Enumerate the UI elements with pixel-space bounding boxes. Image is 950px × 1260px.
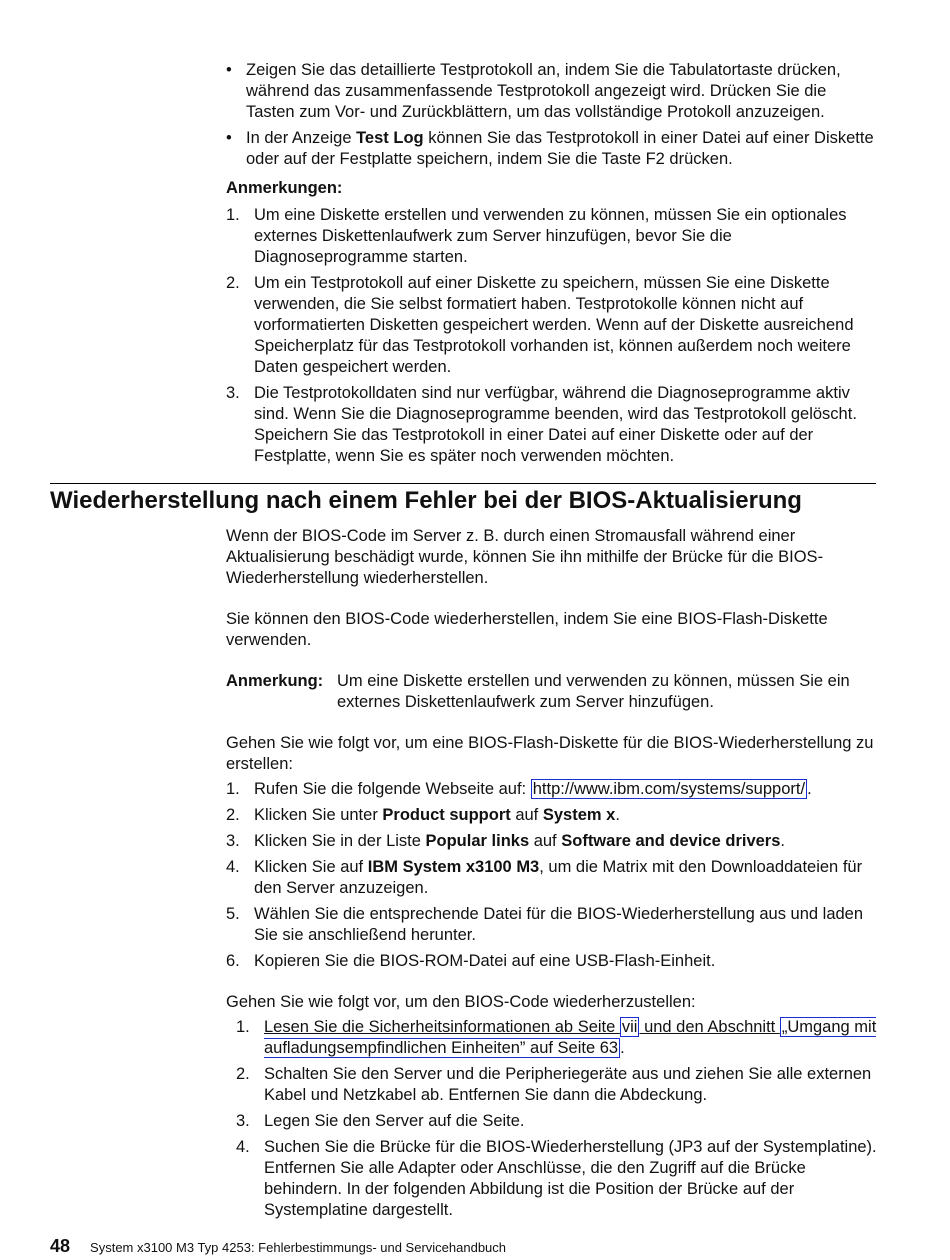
notes-heading: Anmerkungen:	[226, 179, 343, 197]
note-text: Um eine Diskette erstellen und verwenden zu können, müssen Sie ein externes Diskettenlaufwerk zum Server hinzufügen.	[337, 672, 850, 711]
list-item: 5. Wählen Sie die entsprechende Datei für die BIOS-Wiederherstellung aus und laden Sie sie anschließend herunter.	[226, 905, 864, 944]
list-item: 4. Klicken Sie auf IBM System x3100 M3, um die Matrix mit den Downloaddateien für den Server anzuzeigen.	[226, 858, 863, 897]
paragraph: Gehen Sie wie folgt vor, um eine BIOS-Flash-Diskette für die BIOS-Wiederherstellung zu erstellen:	[226, 734, 874, 773]
list-item: 1. Rufen Sie die folgende Webseite auf: http://www.ibm.com/systems/support/ .	[226, 780, 812, 798]
list-item: 4. Suchen Sie die Brücke für die BIOS-Wiederherstellung (JP3 auf der Systemplatine). Entfernen Sie alle Adapter oder Anschlüsse, die den Zugriff auf die Brücke behindern. In der folgenden Abbildung ist die Position der Brücke auf der Systemplatine dargestellt.	[236, 1138, 877, 1219]
page-number: 48	[50, 1236, 71, 1256]
notes-list	[226, 205, 878, 467]
note-item: 3. Die Testprotokolldaten sind nur verfügbar, während die Diagnoseprogramme aktiv sind. Wenn Sie die Diagnoseprogramme beenden, wird das Testprotokoll gelöscht. Speichern Sie das Testprotokoll in einer Datei auf einer Diskette oder auf der Festplatte, wenn Sie es später noch verwenden möchten.	[226, 384, 857, 465]
test-log-label: Test Log	[356, 129, 424, 147]
bullet-item: • In der Anzeige Test Log können Sie das Testprotokoll in einer Datei auf einer Diskette oder auf der Festplatte speichern, indem Sie die Taste F2 drücken.	[226, 128, 878, 170]
list-item: 6. Kopieren Sie die BIOS-ROM-Datei auf eine USB-Flash-Einheit.	[226, 952, 716, 970]
bullet-list	[226, 60, 878, 170]
flash-steps-list	[226, 779, 878, 972]
list-item: 1. Lesen Sie die Sicherheitsinformationen ab Seite vii und den Abschnitt „Umgang mit aufladungsempfindlichen Einheiten” auf Seite 63 .	[236, 1018, 877, 1057]
page-vii-link[interactable]: vii	[621, 1018, 638, 1036]
note-item: 2. Um ein Testprotokoll auf einer Diskette zu speichern, müssen Sie eine Diskette verwenden, die Sie selbst formatiert haben. Testprotokolle können nicht auf vorformatierten Disketten gespeichert werden. Wenn auf der Diskette ausreichend Speicherplatz für das Testprotokoll vorhanden ist, können außerdem noch weitere Daten gespeichert werden.	[226, 274, 854, 376]
list-item: 2. Klicken Sie unter Product support auf System x.	[226, 806, 620, 824]
bullet-item: • Zeigen Sie das detaillierte Testprotokoll an, indem Sie die Tabulatortaste drücken, während das zusammenfassende Testprotokoll angezeigt wird. Drücken Sie die Tasten zum Vor- und Zurückblättern, um das vollständige Protokoll anzuzeigen.	[226, 60, 878, 123]
recovery-steps-list	[226, 1017, 878, 1221]
ibm-support-link[interactable]: http://www.ibm.com/systems/support/	[532, 780, 806, 798]
paragraph: Sie können den BIOS-Code wiederherstellen, indem Sie eine BIOS-Flash-Diskette verwenden.	[226, 610, 828, 649]
list-item: 2. Schalten Sie den Server und die Peripheriegeräte aus und ziehen Sie alle externen Kabel und Netzkabel ab. Entfernen Sie dann die Abdeckung.	[236, 1065, 872, 1104]
note-item: 1. Um eine Diskette erstellen und verwenden zu können, müssen Sie ein optionales externes Diskettenlaufwerk zum Server hinzufügen, bevor Sie die Diagnoseprogramme starten.	[226, 206, 847, 266]
section-rule	[50, 483, 876, 484]
esd-section-link[interactable]: „Umgang mit aufladungsempfindlichen Einheiten” auf Seite 63	[264, 1018, 877, 1057]
paragraph: Gehen Sie wie folgt vor, um den BIOS-Code wiederherzustellen:	[226, 993, 696, 1011]
paragraph: Wenn der BIOS-Code im Server z. B. durch einen Stromausfall während einer Aktualisierung beschädigt wurde, können Sie ihn mithilfe der Brücke für die BIOS-Wiederherstellung wiederherstellen.	[226, 527, 824, 587]
section-body	[226, 526, 878, 1226]
section-title: Wiederherstellung nach einem Fehler bei der BIOS-Aktualisierung	[50, 487, 802, 514]
note-label: Anmerkung:	[226, 672, 324, 690]
note-box	[226, 671, 878, 713]
footer-title: System x3100 M3 Typ 4253: Fehlerbestimmungs- und Servicehandbuch	[90, 1240, 507, 1255]
list-item: 3. Legen Sie den Server auf die Seite.	[236, 1112, 525, 1130]
top-block	[226, 60, 878, 472]
list-item: 3. Klicken Sie in der Liste Popular links auf Software and device drivers.	[226, 832, 786, 850]
page-footer	[50, 1236, 506, 1257]
